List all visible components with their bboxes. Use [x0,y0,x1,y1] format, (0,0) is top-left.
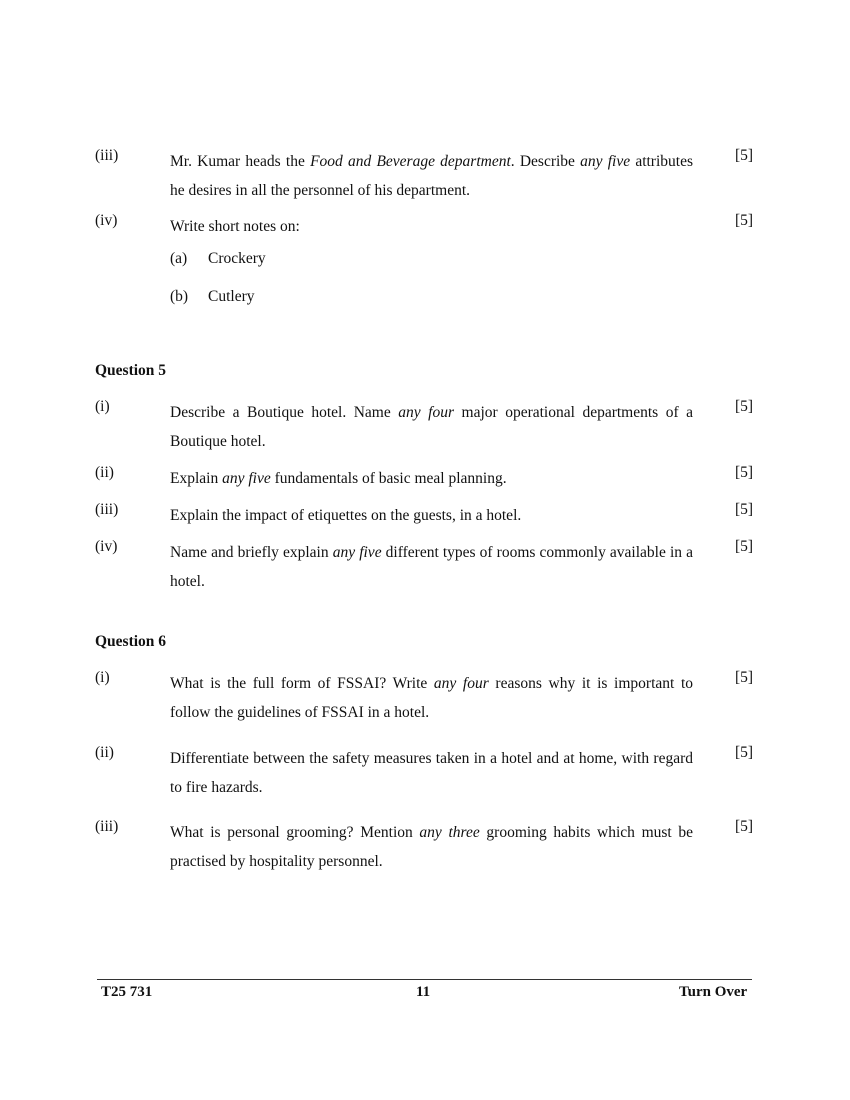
item-number: (iii) [95,147,119,164]
item-marks: [5] [735,147,754,164]
subitem-text: Crockery [208,250,266,267]
item-text: Explain any five fundamentals of basic meal planning. [170,470,507,487]
paper-code: T25 731 [101,984,153,1000]
item-number: (iii) [95,818,119,835]
footer-divider [97,979,752,980]
item-number: (iii) [95,501,119,518]
item-number: (ii) [95,464,114,481]
question-5-heading: Question 5 [95,362,167,379]
item-text: What is the full form of FSSAI? Write any four reasons why it is important to follow the guidelines of FSSAI in a hotel. [170,675,694,721]
item-text: Mr. Kumar heads the Food and Beverage department. Describe any five attributes he desires in all the personnel of his department. [170,153,693,199]
item-marks: [5] [735,212,754,229]
item-text: Write short notes on: [170,218,300,235]
item-number: (iv) [95,212,118,229]
question-6-heading: Question 6 [95,633,167,650]
item-text: Describe a Boutique hotel. Name any four major operational departments of a Boutique hotel. [170,404,694,450]
item-marks: [5] [735,538,754,555]
item-marks: [5] [735,669,754,686]
item-text: What is personal grooming? Mention any three grooming habits which must be practised by hospitality personnel. [170,824,694,870]
subitem-label: (a) [170,250,188,267]
turn-over-label: Turn Over [679,984,748,1000]
item-text: Explain the impact of etiquettes on the guests, in a hotel. [170,507,522,524]
page-number: 11 [416,984,431,1000]
item-marks: [5] [735,398,754,415]
item-number: (i) [95,669,110,686]
item-text: Name and briefly explain any five different types of rooms commonly available in a hotel. [170,544,693,590]
item-marks: [5] [735,744,754,761]
subitem-label: (b) [170,288,189,305]
item-text: Differentiate between the safety measures taken in a hotel and at home, with regard to fire hazards. [170,750,693,796]
item-number: (i) [95,398,110,415]
item-marks: [5] [735,501,754,518]
item-number: (ii) [95,744,114,761]
item-marks: [5] [735,464,754,481]
item-marks: [5] [735,818,754,835]
subitem-text: Cutlery [208,288,255,305]
item-number: (iv) [95,538,118,555]
